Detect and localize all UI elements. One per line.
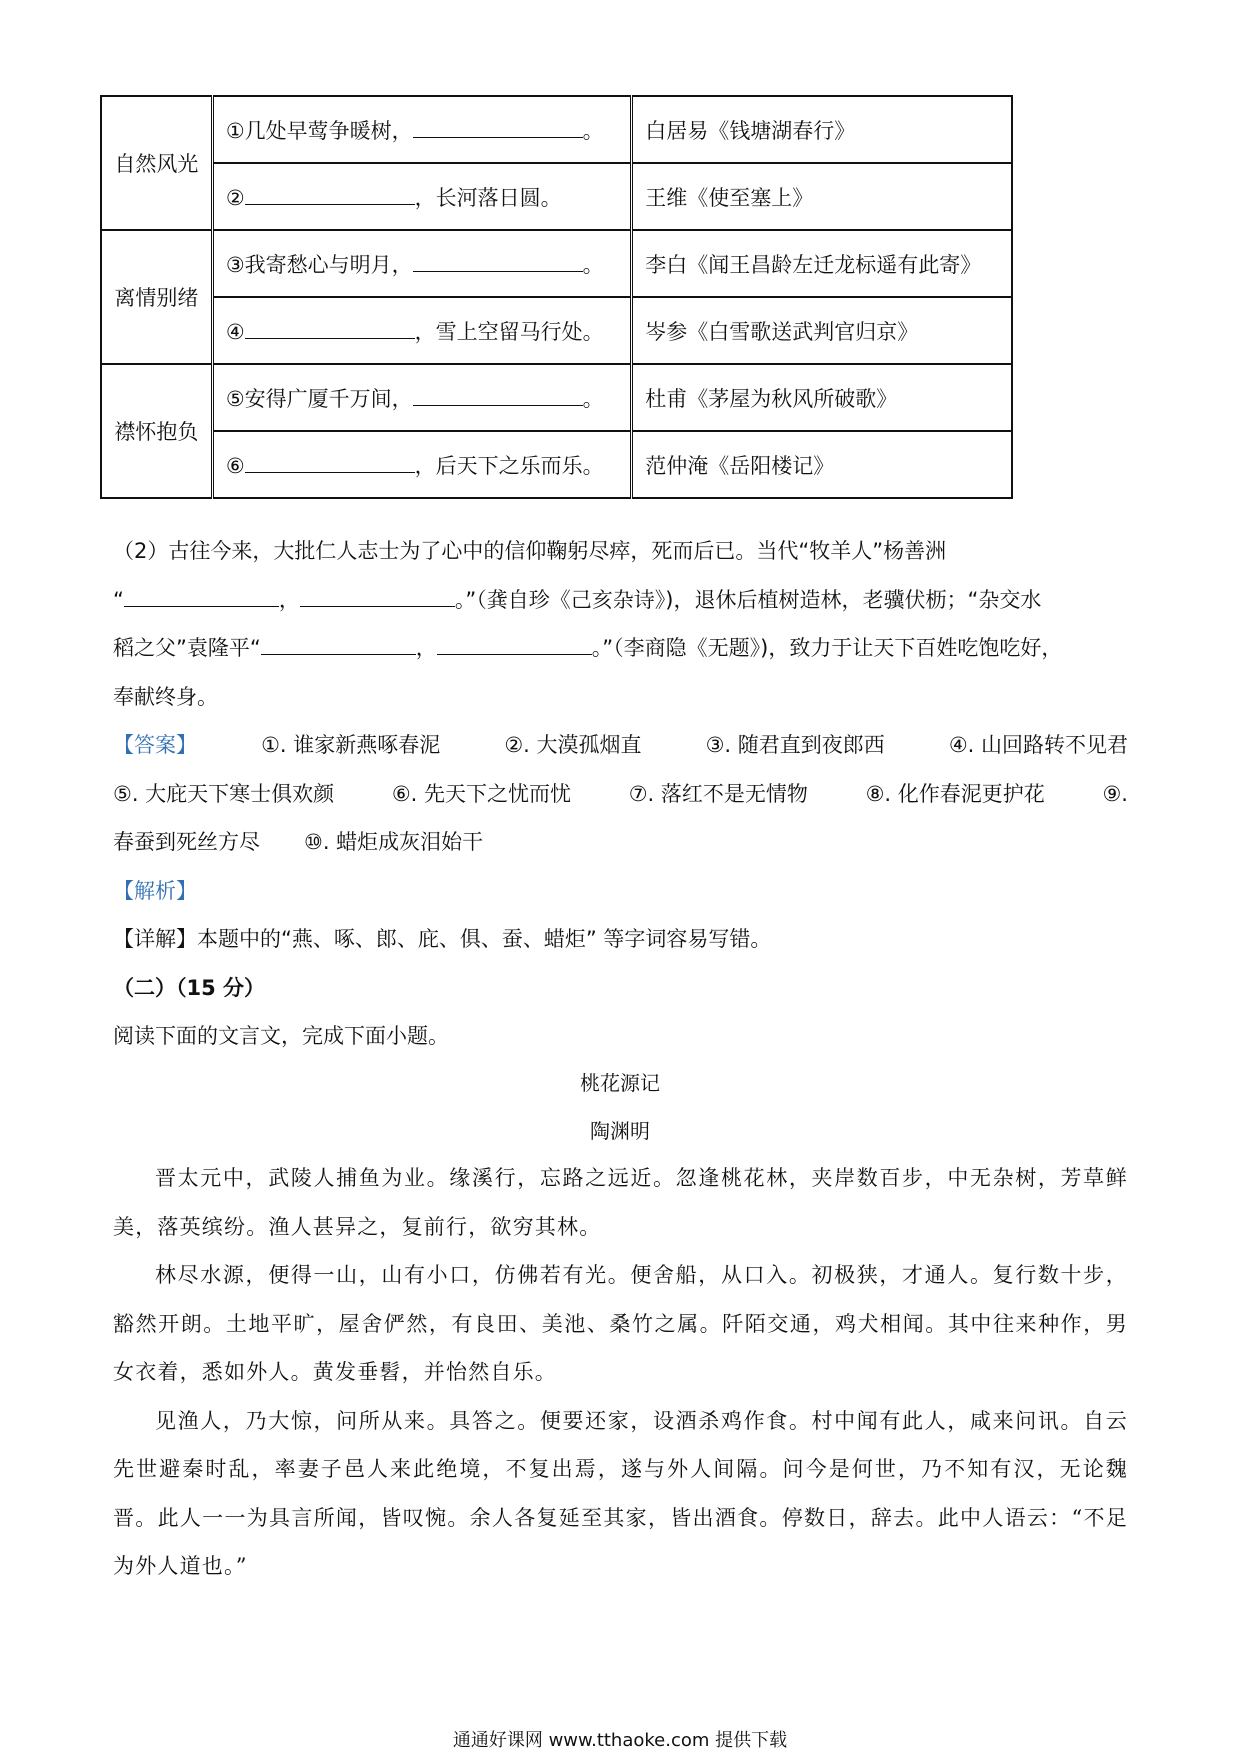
source-cell: 岑参《白雪歌送武判官归京》	[632, 297, 1012, 364]
fill-blank[interactable]	[300, 588, 455, 607]
fill-blank[interactable]	[413, 119, 583, 138]
source-cell: 白居易《钱塘湖春行》	[632, 96, 1012, 163]
text-fragment: “	[113, 587, 124, 612]
answer-item: ②. 大漠孤烟直	[504, 733, 642, 757]
answer-item: ⑦. 落红不是无情物	[628, 781, 808, 806]
answer-item: 春蚕到死丝方尽	[113, 830, 260, 854]
fill-blank[interactable]	[124, 588, 279, 607]
section-heading: （二）（15 分）	[113, 975, 266, 1000]
answer-item: ⑨.	[1102, 781, 1128, 806]
table-row	[101, 297, 1012, 364]
section-instruction: 阅读下面的文言文，完成下面小题。	[113, 1024, 449, 1048]
fill-blank[interactable]	[261, 636, 416, 655]
text-fragment: 稻之父”袁隆平“	[113, 636, 261, 660]
passage-body	[113, 1154, 1128, 1591]
question-text-line	[113, 624, 1128, 673]
table-row	[101, 431, 1012, 498]
passage-author: 陶渊明	[590, 1119, 650, 1143]
verse-cell	[212, 297, 631, 364]
verse-text: ②	[225, 185, 245, 210]
verse-text: 。	[582, 118, 604, 143]
category-cell: 襟怀抱负	[101, 364, 212, 498]
verse-cell	[212, 96, 631, 163]
source-cell: 王维《使至塞上》	[632, 163, 1012, 230]
fill-blank[interactable]	[245, 186, 415, 205]
answer-item: ④. 山回路转不见君	[948, 733, 1128, 757]
answer-item: ⑧. 化作春泥更护花	[865, 781, 1045, 806]
verse-text: ，后天下之乐而乐。	[414, 453, 604, 478]
fill-blank[interactable]	[413, 387, 583, 406]
question-text: 奉献终身。	[113, 684, 218, 709]
analysis-label: 【解析】	[113, 878, 197, 903]
analysis-detail: 【详解】本题中的“燕、啄、郎、庇、俱、蚕、蜡炬” 等字词容易写错。	[113, 927, 772, 951]
table-row	[101, 230, 1012, 297]
question-text: （2）古往今来，大批仁人志士为了心中的信仰鞠躬尽瘁，死而后已。当代“牧羊人”杨善洲	[113, 539, 947, 563]
text-fragment: ，	[278, 587, 300, 612]
answer-label: 【答案】	[113, 733, 197, 757]
answer-block	[113, 721, 1128, 1061]
source-cell: 李白《闻王昌龄左迁龙标遥有此寄》	[632, 230, 1012, 297]
answer-item: ⑩. 蜡炬成灰泪始干	[304, 830, 484, 854]
fill-blank[interactable]	[245, 320, 415, 339]
table-row	[101, 96, 1012, 163]
passage-paragraph: 晋太元中，武陵人捕鱼为业。缘溪行，忘路之远近。忽逢桃花林，夹岸数百步，中无杂树，芳草鲜美，落英缤纷。渔人甚异之，复前行，欲穷其林。	[113, 1166, 1128, 1239]
verse-text: ⑤安得广厦千万间，	[225, 386, 413, 411]
text-fragment: ，	[415, 636, 437, 660]
answer-row	[113, 770, 1128, 819]
poem-table	[100, 95, 1013, 499]
question-text-line	[113, 576, 1128, 625]
fill-blank[interactable]	[437, 636, 592, 655]
table-row	[101, 364, 1012, 431]
verse-cell	[212, 431, 631, 498]
verse-cell	[212, 230, 631, 297]
answer-row	[113, 721, 1128, 770]
verse-text: ①几处早莺争暖树，	[225, 118, 413, 143]
text-fragment: 。”（李商隐《无题》)，致力于让天下百姓吃饱吃好，	[591, 636, 1063, 660]
category-cell: 自然风光	[101, 96, 212, 230]
verse-cell	[212, 163, 631, 230]
verse-cell	[212, 364, 631, 431]
answer-item: ⑤. 大庇天下寒士俱欢颜	[113, 781, 335, 806]
verse-text: ⑥	[225, 453, 245, 478]
footer-text: 通通好课网 www.tthaoke.com 提供下载	[452, 1730, 788, 1751]
answer-item: ③. 随君直到夜郎西	[705, 733, 885, 757]
table-row	[101, 163, 1012, 230]
verse-text: ③我寄愁心与明月，	[225, 252, 413, 277]
category-cell: 离情别绪	[101, 230, 212, 364]
fill-blank[interactable]	[245, 454, 415, 473]
verse-text: 。	[582, 252, 604, 277]
question-2	[113, 527, 1128, 721]
answer-item: ①. 谁家新燕啄春泥	[261, 733, 441, 757]
answer-row	[113, 818, 1128, 867]
answer-item: ⑥. 先天下之忧而忧	[391, 781, 572, 806]
verse-text: ④	[225, 319, 245, 344]
source-cell: 杜甫《茅屋为秋风所破歌》	[632, 364, 1012, 431]
passage-paragraph: 见渔人，乃大惊，问所从来。具答之。便要还家，设酒杀鸡作食。村中闻有此人，咸来问讯。自云先世避秦时乱，率妻子邑人来此绝境，不复出焉，遂与外人间隔。问今是何世，乃不知有汉，无论魏晋。此人一一为具言所闻，皆叹惋。余人各复延至其家，皆出酒食。停数日，辞去。此中人语云：“不足为外人道也。”	[113, 1408, 1128, 1578]
passage-title: 桃花源记	[580, 1071, 660, 1095]
text-fragment: 。”（龚自珍《己亥杂诗》)，退休后植树造林，老骥伏枥；“杂交水	[454, 587, 1042, 612]
verse-text: 。	[582, 386, 604, 411]
passage-paragraph: 林尽水源，便得一山，山有小口，仿佛若有光。便舍船，从口入。初极狭，才通人。复行数十步，豁然开朗。土地平旷，屋舍俨然，有良田、美池、桑竹之属。阡陌交通，鸡犬相闻。其中往来种作，男女衣着，悉如外人。黄发垂髫，并怡然自乐。	[113, 1263, 1128, 1384]
fill-blank[interactable]	[413, 253, 583, 272]
verse-text: ，雪上空留马行处。	[414, 319, 604, 344]
verse-text: ，长河落日圆。	[414, 185, 562, 210]
source-cell: 范仲淹《岳阳楼记》	[632, 431, 1012, 498]
